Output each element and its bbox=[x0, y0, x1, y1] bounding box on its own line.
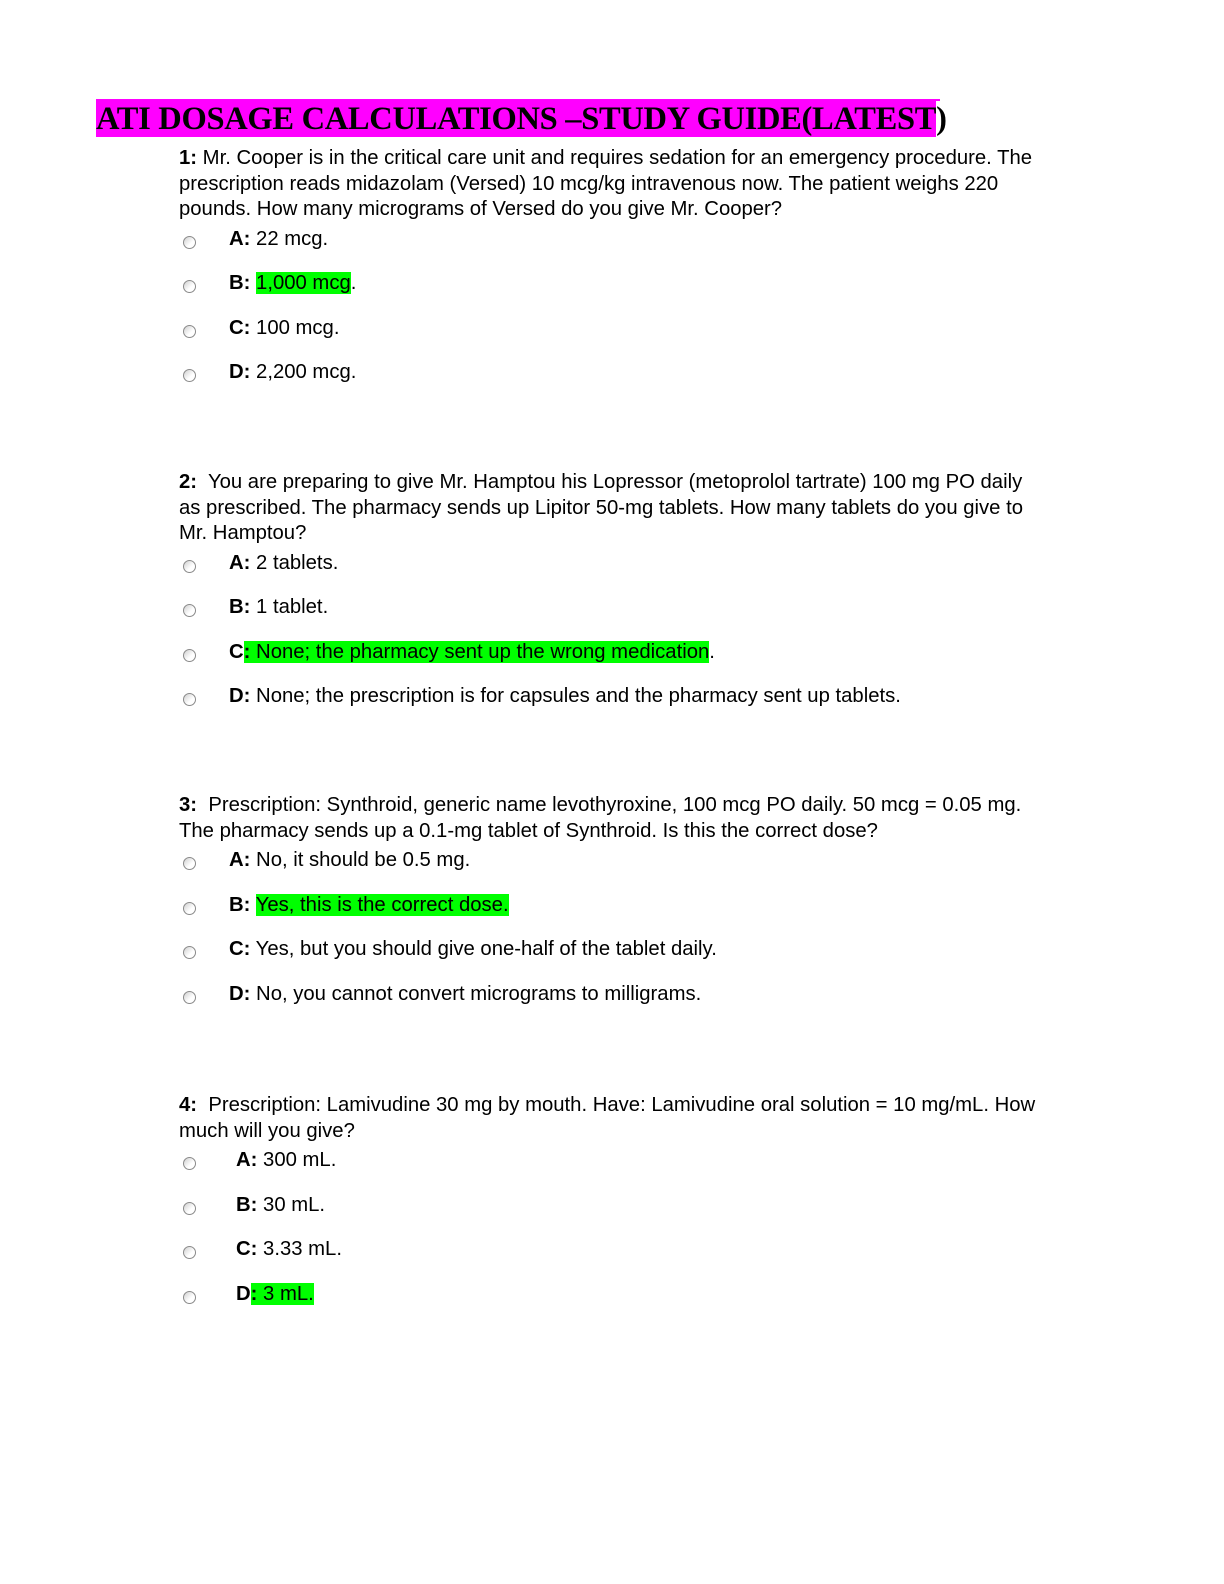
option-segment: 2 tablets. bbox=[250, 551, 339, 574]
radio-button-icon[interactable] bbox=[183, 1291, 196, 1304]
option-segment: 1 tablet. bbox=[250, 596, 329, 618]
option-letter: C: bbox=[229, 316, 251, 339]
option-text bbox=[236, 1148, 336, 1174]
option-text bbox=[229, 271, 356, 297]
question-text bbox=[179, 1093, 1039, 1144]
question-text bbox=[179, 793, 1039, 844]
radio-button-icon[interactable] bbox=[183, 946, 196, 959]
option-text bbox=[229, 893, 509, 919]
answer-option[interactable] bbox=[179, 227, 1039, 272]
option-text bbox=[236, 1193, 325, 1219]
question-body: Prescription: Lamivudine 30 mg by mouth. Have: Lamivudine oral solution = 10 mg/mL. How much will you give? bbox=[179, 1094, 1041, 1142]
option-text bbox=[229, 848, 470, 874]
radio-button-icon[interactable] bbox=[183, 325, 196, 338]
option-text bbox=[229, 316, 339, 342]
option-text bbox=[229, 684, 901, 710]
option-letter: D bbox=[236, 1282, 251, 1305]
question-1 bbox=[179, 146, 1039, 405]
option-segment: . bbox=[350, 272, 357, 294]
option-letter: C bbox=[229, 640, 244, 663]
answer-option[interactable] bbox=[179, 982, 1039, 1027]
answer-option[interactable] bbox=[179, 1282, 1039, 1327]
highlighted-answer: None; the pharmacy sent up the wrong medication bbox=[250, 640, 710, 663]
option-letter: A: bbox=[229, 551, 251, 574]
question-number: 2: bbox=[179, 471, 198, 493]
radio-button-icon[interactable] bbox=[183, 649, 196, 662]
option-segment bbox=[250, 894, 255, 916]
option-segment: None; the prescription is for capsules and the pharmacy sent up tablets. bbox=[250, 685, 901, 707]
option-segment: No, you cannot convert micrograms to milligrams. bbox=[250, 982, 702, 1005]
answer-option[interactable] bbox=[179, 893, 1039, 938]
option-segment: 2,200 mcg. bbox=[250, 361, 357, 383]
answer-option[interactable] bbox=[179, 360, 1039, 405]
option-segment: 100 mcg. bbox=[250, 316, 340, 339]
question-body: Prescription: Synthroid, generic name levothyroxine, 100 mcg PO daily. 50 mcg = 0.05 mg. The pharmacy sends up a 0.1-mg tablet of Synthroid. Is this the correct dose? bbox=[179, 794, 1027, 842]
question-body: You are preparing to give Mr. Hamptou his Lopressor (metoprolol tartrate) 100 mg PO daily as prescribed. The pharmacy sends up Lipitor 50-mg tablets. How many tablets do you give to Mr. Hamptou? bbox=[179, 471, 1029, 544]
answer-options bbox=[179, 848, 1039, 1026]
option-text bbox=[236, 1282, 314, 1308]
answer-option[interactable] bbox=[179, 316, 1039, 361]
option-segment: 3.33 mL. bbox=[257, 1238, 342, 1260]
answer-option[interactable] bbox=[179, 684, 1039, 729]
highlighted-answer: : bbox=[243, 640, 251, 663]
option-letter: A: bbox=[229, 227, 251, 250]
option-text bbox=[229, 551, 338, 577]
option-letter: C: bbox=[236, 1238, 258, 1260]
option-letter: C: bbox=[229, 938, 251, 960]
radio-button-icon[interactable] bbox=[183, 604, 196, 617]
radio-button-icon[interactable] bbox=[183, 280, 196, 293]
option-text bbox=[229, 640, 715, 666]
answer-option[interactable] bbox=[179, 1148, 1039, 1193]
document-title bbox=[96, 99, 947, 137]
radio-button-icon[interactable] bbox=[183, 560, 196, 573]
question-text bbox=[179, 470, 1039, 547]
option-letter: D: bbox=[229, 685, 251, 707]
radio-button-icon[interactable] bbox=[183, 902, 196, 915]
option-segment: 30 mL. bbox=[257, 1193, 326, 1216]
option-text bbox=[229, 595, 328, 621]
answer-option[interactable] bbox=[179, 271, 1039, 316]
answer-option[interactable] bbox=[179, 1193, 1039, 1238]
answer-option[interactable] bbox=[179, 595, 1039, 640]
highlighted-answer: 1,000 mcg bbox=[256, 272, 351, 294]
radio-button-icon[interactable] bbox=[183, 369, 196, 382]
question-number: 4: bbox=[179, 1094, 198, 1116]
question-number: 3: bbox=[179, 794, 198, 816]
option-segment: Yes, but you should give one-half of the tablet daily. bbox=[250, 938, 717, 960]
option-text bbox=[229, 360, 356, 386]
question-number: 1: bbox=[179, 147, 198, 169]
highlighted-answer: : bbox=[250, 1282, 258, 1305]
option-segment: 300 mL. bbox=[257, 1149, 337, 1171]
answer-option[interactable] bbox=[179, 1237, 1039, 1282]
highlighted-answer: Yes, this is the correct dose. bbox=[255, 893, 509, 916]
title-tail: ) bbox=[936, 101, 947, 137]
radio-button-icon[interactable] bbox=[183, 693, 196, 706]
radio-button-icon[interactable] bbox=[183, 236, 196, 249]
answer-options bbox=[179, 1148, 1039, 1326]
answer-options bbox=[179, 227, 1039, 405]
option-letter: B: bbox=[229, 272, 251, 294]
answer-option[interactable] bbox=[179, 640, 1039, 685]
question-3 bbox=[179, 793, 1039, 1026]
radio-button-icon[interactable] bbox=[183, 1246, 196, 1259]
radio-button-icon[interactable] bbox=[183, 857, 196, 870]
option-letter: A: bbox=[229, 849, 251, 871]
answer-options bbox=[179, 551, 1039, 729]
option-segment: No, it should be 0.5 mg. bbox=[250, 849, 471, 871]
option-segment: . bbox=[709, 640, 715, 663]
question-2 bbox=[179, 470, 1039, 729]
radio-button-icon[interactable] bbox=[183, 1202, 196, 1215]
option-text bbox=[229, 937, 717, 963]
question-4 bbox=[179, 1093, 1039, 1326]
radio-button-icon[interactable] bbox=[183, 1157, 196, 1170]
question-body: Mr. Cooper is in the critical care unit and requires sedation for an emergency procedure. The prescription reads midazolam (Versed) 10 mcg/kg intravenous now. The patient weighs 220 pounds. How many micrograms of Versed do you give Mr. Cooper? bbox=[179, 147, 1038, 220]
option-letter: B: bbox=[229, 596, 251, 618]
answer-option[interactable] bbox=[179, 937, 1039, 982]
option-text bbox=[236, 1237, 342, 1263]
answer-option[interactable] bbox=[179, 848, 1039, 893]
option-letter: D: bbox=[229, 982, 251, 1005]
title-text: ATI DOSAGE CALCULATIONS –STUDY GUIDE(LATEST bbox=[96, 101, 937, 137]
highlighted-answer: 3 mL. bbox=[257, 1282, 314, 1305]
option-text bbox=[229, 227, 328, 253]
answer-option[interactable] bbox=[179, 551, 1039, 596]
radio-button-icon[interactable] bbox=[183, 991, 196, 1004]
option-letter: D: bbox=[229, 361, 251, 383]
option-text bbox=[229, 982, 701, 1008]
question-text bbox=[179, 146, 1039, 223]
option-letter: B: bbox=[229, 893, 251, 916]
option-letter: A: bbox=[236, 1149, 258, 1171]
option-segment: 22 mcg. bbox=[250, 227, 329, 250]
option-letter: B: bbox=[236, 1193, 258, 1216]
